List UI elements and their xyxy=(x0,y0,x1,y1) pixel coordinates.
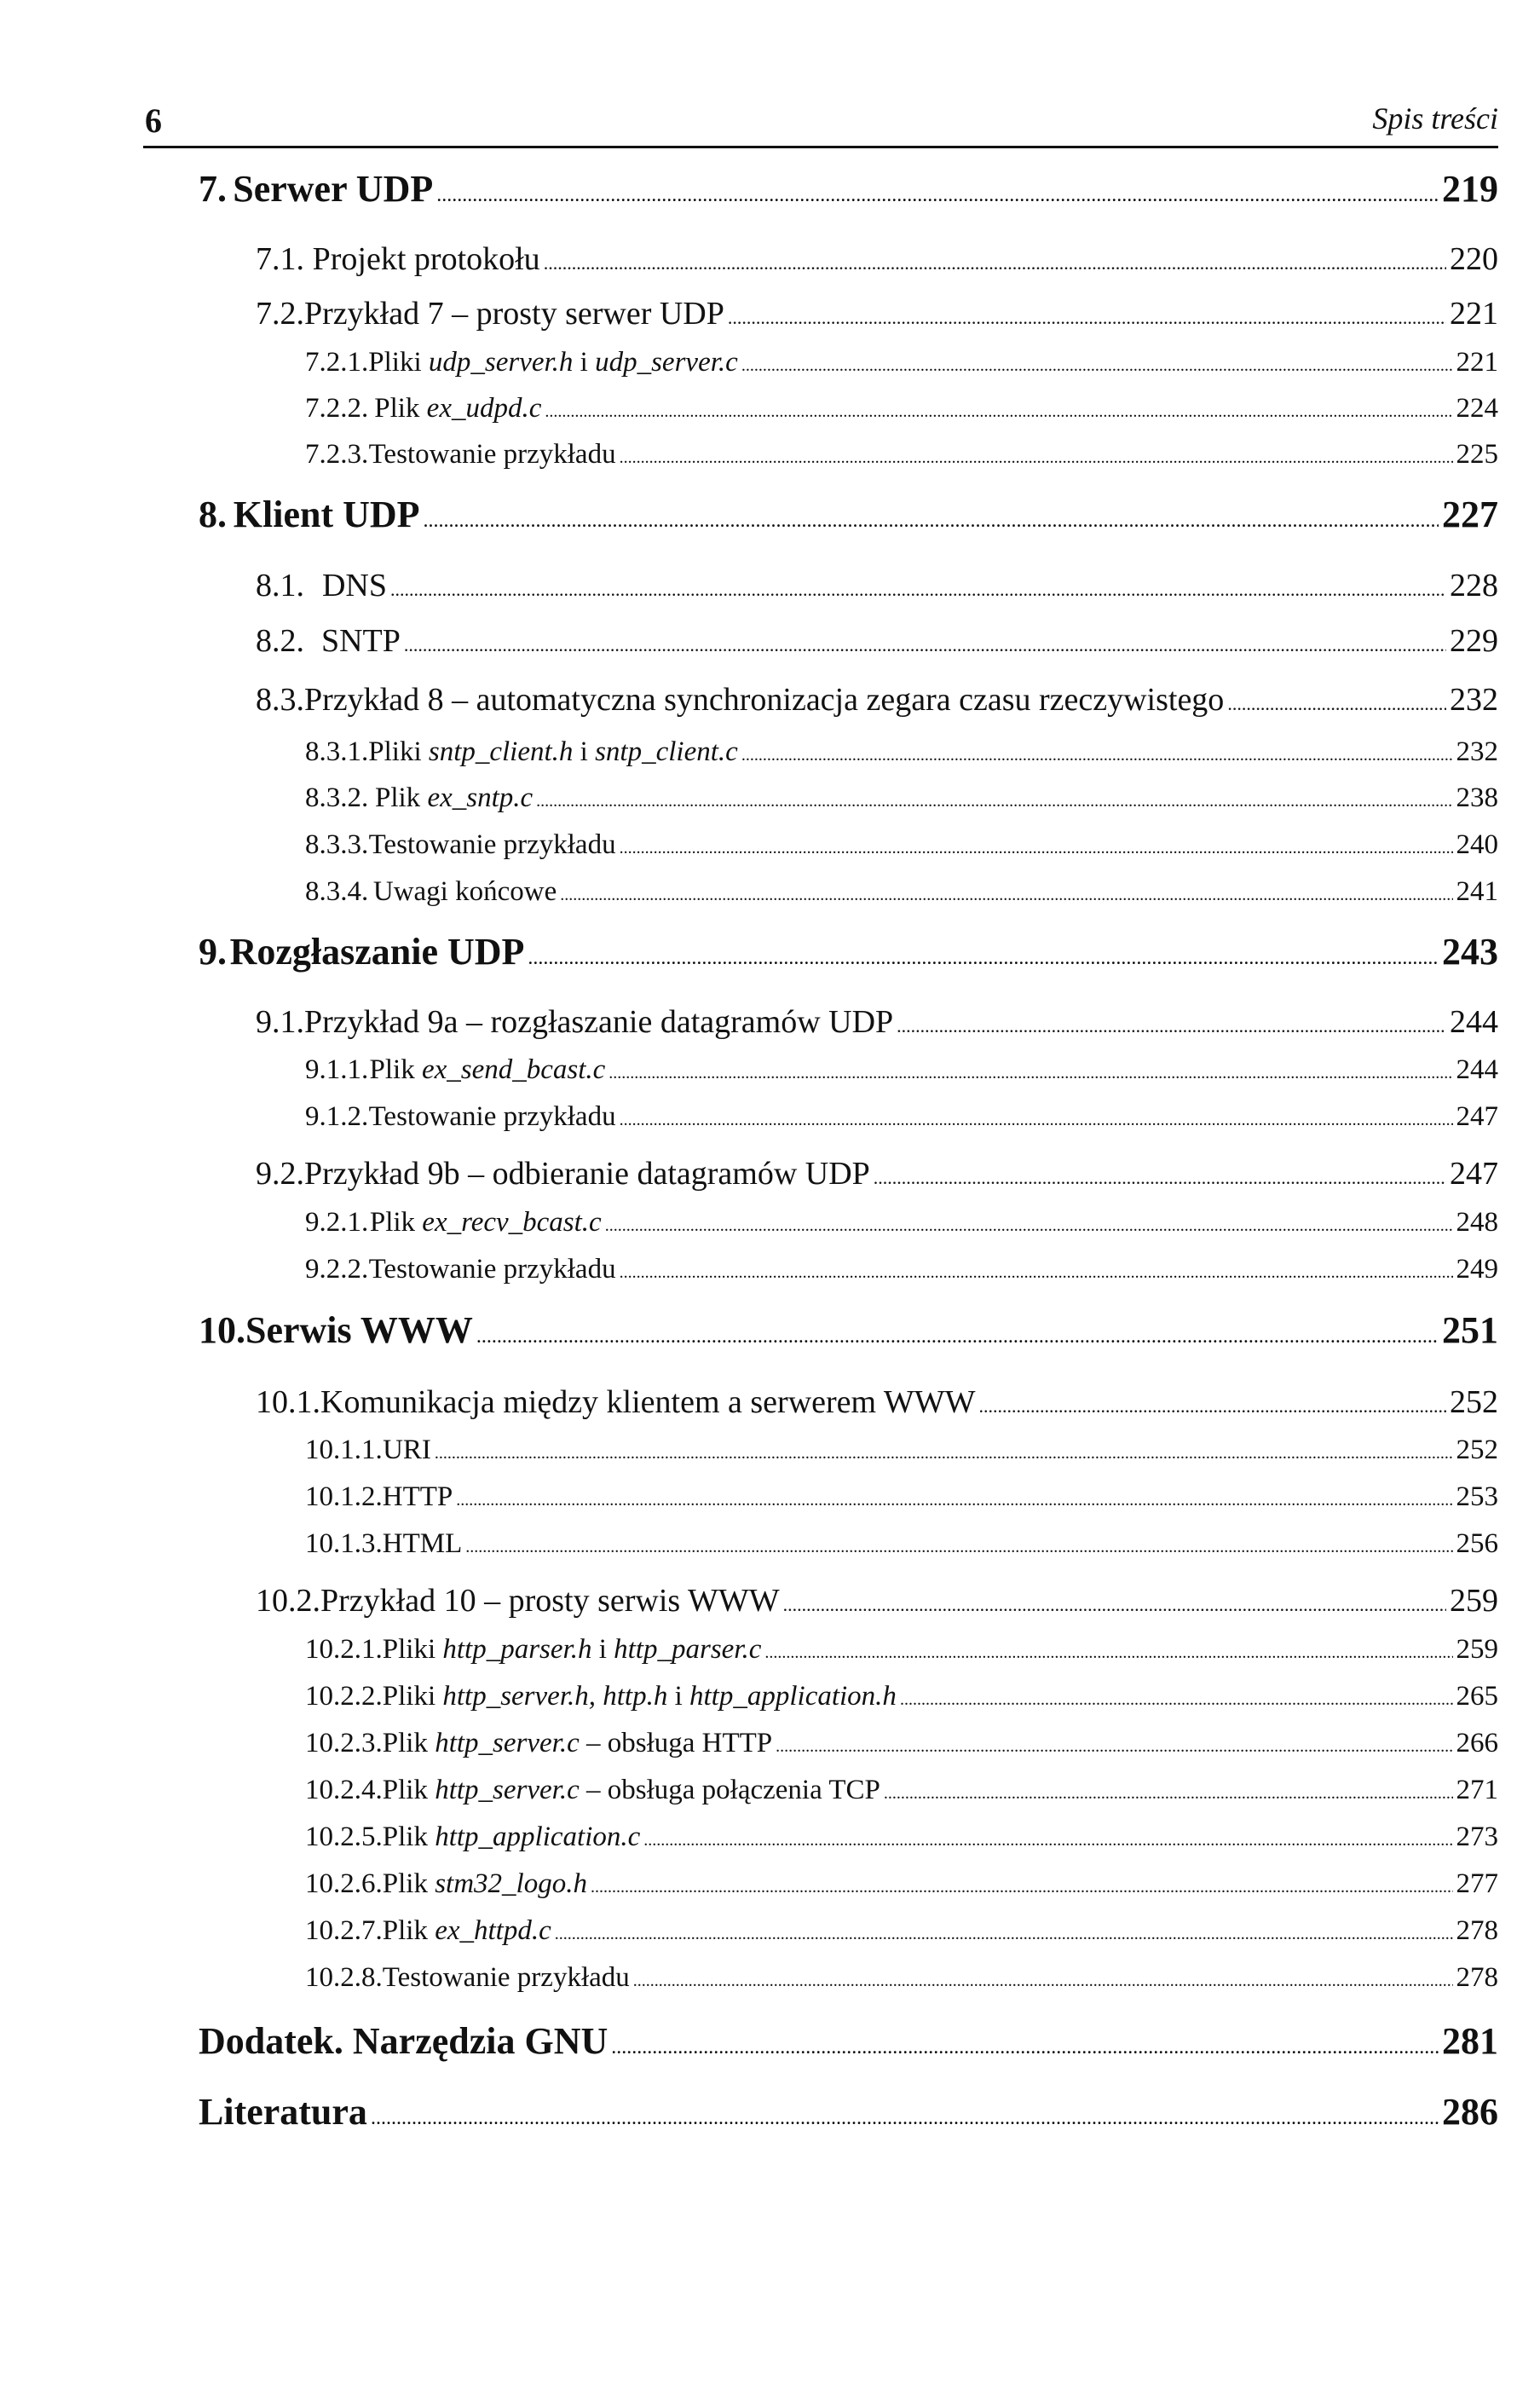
toc-entry xyxy=(305,782,1498,814)
toc-entry-title xyxy=(370,1054,606,1086)
toc-entry xyxy=(305,1634,1498,1666)
toc-entry xyxy=(305,1528,1498,1560)
toc-entry-page-number: 286 xyxy=(1442,2091,1498,2133)
dot-leader xyxy=(371,2107,1439,2130)
toc-entry xyxy=(199,930,1498,973)
toc-entry-page-number: 227 xyxy=(1442,494,1498,535)
toc-entry-number: 10.2.3. xyxy=(305,1728,383,1758)
toc-entry-filename: sntp_client.h xyxy=(428,736,574,767)
toc-entry xyxy=(305,1054,1498,1086)
toc-entry-page-number: 221 xyxy=(1450,296,1498,332)
toc-entry-title-text: Pliki xyxy=(382,1681,443,1712)
toc-entry-title: Testowanie przykładu xyxy=(368,1101,616,1132)
toc-entry-filename: http_parser.h xyxy=(442,1634,592,1665)
toc-entry-number: 7.2.1. xyxy=(305,347,369,378)
dot-leader xyxy=(545,402,1452,422)
toc-entry-number: 7.2.3. xyxy=(305,439,369,470)
toc-entry-title xyxy=(383,1915,551,1947)
toc-entry xyxy=(256,1383,1498,1421)
toc-entry-number: 9.1.1. xyxy=(305,1054,369,1085)
toc-entry-number: 8.3.3. xyxy=(305,829,369,860)
toc-entry-title: Przykład 9b – odbieranie datagramów UDP xyxy=(304,1156,870,1192)
toc-entry-title: Przykład 10 – prosty serwis WWW xyxy=(320,1583,780,1619)
toc-entry-number: 10.1.3. xyxy=(305,1528,383,1559)
toc-entry-page-number: 252 xyxy=(1450,1384,1498,1420)
toc-entry-number: 10.2.8. xyxy=(305,1962,383,1993)
toc-entry-title-text: Pliki xyxy=(368,736,429,767)
toc-entry-filename: http_server.c xyxy=(435,1775,580,1805)
toc-entry-number: 10.1.1. xyxy=(305,1435,383,1465)
toc-entry-title: Testowanie przykładu xyxy=(382,1962,630,1993)
toc-entry xyxy=(256,622,1498,660)
toc-entry-title: Dodatek. Narzędzia GNU xyxy=(199,2020,609,2062)
toc-entry-page-number: 249 xyxy=(1456,1254,1498,1285)
toc-entry-page-number: 251 xyxy=(1442,1309,1498,1351)
toc-entry xyxy=(199,167,1498,211)
toc-entry-page-number: 232 xyxy=(1450,682,1498,718)
toc-entry-page-number: 244 xyxy=(1450,1004,1498,1040)
toc-entry-filename: udp_server.c xyxy=(595,347,738,378)
toc-entry-number: 8.3.2. xyxy=(305,782,369,813)
dot-leader xyxy=(620,1263,1453,1283)
toc-entry-page-number: 278 xyxy=(1456,1915,1498,1946)
toc-entry-number: 8. xyxy=(199,494,227,535)
toc-entry-title: URI xyxy=(383,1435,431,1465)
toc-entry-title xyxy=(374,393,541,424)
toc-entry-number: 8.1. xyxy=(256,568,304,603)
toc-entry-number: 9.2. xyxy=(256,1156,304,1192)
toc-entry-title: Uwagi końcowe xyxy=(372,876,557,907)
toc-entry-number: 10.2.4. xyxy=(305,1775,383,1805)
toc-entry-title: Rozgłaszanie UDP xyxy=(229,931,525,973)
toc-entry-number: 9.2.1. xyxy=(305,1207,369,1238)
toc-entry xyxy=(256,681,1498,719)
toc-entry xyxy=(199,1308,1498,1352)
toc-entry-title xyxy=(383,1681,897,1712)
toc-entry-title-text: Pliki xyxy=(368,347,429,378)
toc-entry-page-number: 256 xyxy=(1456,1528,1498,1559)
toc-entry-number: 10.2.7. xyxy=(305,1915,383,1946)
dot-leader xyxy=(643,1831,1452,1851)
toc-entry-title-text: i xyxy=(573,736,596,767)
dot-leader xyxy=(783,1594,1446,1616)
toc-entry-title: Testowanie przykładu xyxy=(368,829,616,860)
toc-entry-title xyxy=(383,1728,772,1759)
toc-entry-number: 8.3. xyxy=(256,682,304,718)
toc-entry-title-text: i xyxy=(591,1634,614,1665)
page-header xyxy=(143,95,1498,147)
toc-entry xyxy=(305,829,1498,861)
toc-entry-filename: udp_server.h xyxy=(428,347,574,378)
toc-entry-page-number: 241 xyxy=(1456,876,1498,907)
toc-entry xyxy=(305,876,1498,908)
dot-leader xyxy=(741,356,1453,376)
toc-entry-title-text: Plik xyxy=(369,1054,422,1085)
toc-entry-page-number: 232 xyxy=(1456,736,1498,767)
toc-entry xyxy=(305,1775,1498,1806)
toc-entry-page-number: 228 xyxy=(1450,568,1498,603)
toc-entry-title xyxy=(368,736,738,768)
toc-entry-title: Przykład 8 – automatyczna synchronizacja zegara czasu rzeczywistego xyxy=(304,682,1225,718)
toc-entry-number: 10.1.2. xyxy=(305,1481,383,1512)
toc-entry-title xyxy=(375,782,533,814)
toc-entry xyxy=(256,1582,1498,1620)
dot-leader xyxy=(605,1216,1453,1236)
toc-entry-page-number: 271 xyxy=(1456,1775,1498,1805)
toc-entry xyxy=(305,1101,1498,1133)
toc-entry-filename: ex_send_bcast.c xyxy=(421,1054,606,1085)
toc-entry-number: 9.2.2. xyxy=(305,1254,369,1285)
toc-entry-title xyxy=(383,1775,880,1806)
dot-leader xyxy=(555,1925,1453,1944)
toc-entry-title: Projekt protokołu xyxy=(312,241,540,277)
toc-entry xyxy=(305,1728,1498,1759)
dot-leader xyxy=(435,1444,1453,1464)
toc-entry-title xyxy=(383,1634,762,1666)
toc-entry-page-number: 252 xyxy=(1456,1435,1498,1465)
toc-entry-page-number: 243 xyxy=(1442,931,1498,973)
toc-entry-title-text: Plik xyxy=(382,1915,435,1946)
toc-entry xyxy=(305,1435,1498,1466)
dot-leader xyxy=(633,1972,1453,1991)
toc-entry-page-number: 244 xyxy=(1456,1054,1498,1085)
toc-entry-number: 7.2. xyxy=(256,296,304,332)
toc-entry-page-number: 266 xyxy=(1456,1728,1498,1758)
toc-entry-title: DNS xyxy=(321,568,387,603)
toc-entry-title: Literatura xyxy=(199,2091,367,2133)
toc-entry xyxy=(305,347,1498,378)
toc-entry-title-text: Plik xyxy=(382,1868,435,1899)
toc-entry-title: Klient UDP xyxy=(233,494,420,535)
dot-leader xyxy=(591,1878,1453,1897)
toc-entry xyxy=(305,439,1498,471)
toc-entry-page-number: 240 xyxy=(1456,829,1498,860)
toc-entry-title-text: Pliki xyxy=(382,1634,443,1665)
toc-entry-number: 10. xyxy=(199,1309,245,1351)
toc-entry xyxy=(256,295,1498,332)
dot-leader xyxy=(874,1167,1446,1189)
toc-entry xyxy=(199,2019,1498,2063)
page-number: 6 xyxy=(145,101,162,140)
toc-entry xyxy=(256,1155,1498,1192)
dot-leader xyxy=(620,448,1453,468)
toc-entry-filename: ex_udpd.c xyxy=(426,393,542,424)
toc-entry-number: 10.1. xyxy=(256,1384,320,1420)
toc-entry-page-number: 273 xyxy=(1456,1822,1498,1852)
toc-entry-filename: ex_sntp.c xyxy=(427,782,534,813)
dot-leader xyxy=(465,1538,1452,1557)
toc-entry-title: HTTP xyxy=(382,1481,453,1512)
toc-entry-page-number: 278 xyxy=(1456,1962,1498,1993)
toc-entry-filename: ex_recv_bcast.c xyxy=(422,1207,602,1238)
toc-entry-title-text: Plik xyxy=(369,1207,423,1238)
dot-leader xyxy=(476,1325,1439,1348)
toc-entry-number: 9.1.2. xyxy=(305,1101,369,1132)
dot-leader xyxy=(536,792,1452,811)
toc-entry-title: Testowanie przykładu xyxy=(368,439,616,470)
toc-entry-title-text: Plik xyxy=(382,1822,435,1852)
toc-entry-title-text: Plik xyxy=(382,1728,435,1758)
toc-entry-title: Przykład 7 – prosty serwer UDP xyxy=(304,296,724,332)
toc-entry-page-number: 219 xyxy=(1442,168,1498,210)
toc-entry-number: 10.2.2. xyxy=(305,1681,383,1712)
toc-entry-title: HTML xyxy=(382,1528,463,1559)
toc-entry-number: 10.2.6. xyxy=(305,1868,383,1899)
dot-leader xyxy=(897,1015,1446,1037)
dot-leader xyxy=(560,886,1452,905)
toc-entry-number: 9. xyxy=(199,931,227,973)
toc-entry-title: Serwis WWW xyxy=(245,1309,473,1351)
toc-entry-title xyxy=(383,1822,641,1853)
dot-leader xyxy=(728,307,1446,329)
dot-leader xyxy=(1227,693,1446,715)
dot-leader xyxy=(884,1784,1453,1804)
toc-entry-page-number: 265 xyxy=(1456,1681,1498,1712)
toc-entry-page-number: 221 xyxy=(1456,347,1498,378)
toc-entry-page-number: 225 xyxy=(1456,439,1498,470)
toc-entry xyxy=(305,736,1498,768)
toc-entry xyxy=(305,1207,1498,1239)
toc-entry-page-number: 247 xyxy=(1456,1101,1498,1132)
toc-entry xyxy=(305,393,1498,424)
toc-entry-filename: http_application.c xyxy=(435,1822,641,1852)
dot-leader xyxy=(741,746,1453,765)
dot-leader xyxy=(528,947,1439,970)
toc-entry-title-text: Plik xyxy=(374,393,427,424)
toc-entry-page-number: 224 xyxy=(1456,393,1498,424)
toc-entry-page-number: 229 xyxy=(1450,623,1498,659)
toc-entry xyxy=(256,240,1498,278)
toc-entry-title-text: – obsługa połączenia TCP xyxy=(579,1775,880,1805)
running-title: Spis treści xyxy=(1372,101,1498,136)
toc-entry-title: Przykład 9a – rozgłaszanie datagramów UDP xyxy=(304,1004,894,1040)
dot-leader xyxy=(456,1491,1452,1510)
toc-entry-title-text: i xyxy=(667,1681,690,1712)
dot-leader xyxy=(404,634,1446,656)
toc-entry xyxy=(199,493,1498,536)
toc-entry xyxy=(305,1481,1498,1513)
toc-entry xyxy=(305,1254,1498,1285)
toc-entry-filename: stm32_logo.h xyxy=(435,1868,587,1899)
toc-entry xyxy=(305,1868,1498,1900)
toc-entry-title-text: – obsługa HTTP xyxy=(579,1728,773,1758)
toc-entry-page-number: 248 xyxy=(1456,1207,1498,1238)
dot-leader xyxy=(609,1064,1452,1083)
toc-entry-number: 10.2.5. xyxy=(305,1822,383,1852)
toc-entry-page-number: 220 xyxy=(1450,241,1498,277)
dot-leader xyxy=(979,1395,1447,1418)
toc-entry-page-number: 281 xyxy=(1442,2020,1498,2062)
dot-leader xyxy=(544,252,1446,274)
toc-entry-title: Serwer UDP xyxy=(233,168,434,210)
toc-entry-title: Komunikacja między klientem a serwerem WWW xyxy=(320,1384,976,1420)
toc-entry-number: 10.2.1. xyxy=(305,1634,383,1665)
toc-entry-filename: http_parser.c xyxy=(614,1634,762,1665)
dot-leader xyxy=(620,1111,1453,1130)
toc-entry xyxy=(305,1962,1498,1994)
toc-entry-title-text: Plik xyxy=(374,782,428,813)
toc-entry-number: 8.3.4. xyxy=(305,876,369,907)
dot-leader xyxy=(390,579,1446,601)
toc-entry-filename: sntp_client.c xyxy=(595,736,738,767)
toc-entry-filename: ex_httpd.c xyxy=(435,1915,551,1946)
dot-leader xyxy=(900,1690,1453,1710)
toc-entry-title xyxy=(368,347,738,378)
toc-entry xyxy=(305,1822,1498,1853)
toc-entry xyxy=(305,1915,1498,1947)
toc-entry xyxy=(305,1681,1498,1712)
toc-entry-filename: http_application.h xyxy=(689,1681,897,1712)
dot-leader xyxy=(776,1737,1452,1757)
toc-entry xyxy=(256,567,1498,604)
toc-entry-number: 10.2. xyxy=(256,1583,320,1619)
toc-entry xyxy=(256,1003,1498,1041)
toc-entry-number: 8.2. xyxy=(256,623,304,659)
toc-entry-number: 7.1. xyxy=(256,241,304,277)
toc-entry-page-number: 277 xyxy=(1456,1868,1498,1899)
toc-entry-page-number: 253 xyxy=(1456,1481,1498,1512)
toc-entry-title-text: i xyxy=(573,347,596,378)
toc-entry-page-number: 238 xyxy=(1456,782,1498,813)
toc-entry-filename: http_server.h, http.h xyxy=(442,1681,668,1712)
toc-entry-page-number: 259 xyxy=(1450,1583,1498,1619)
dot-leader xyxy=(611,2036,1439,2059)
dot-leader xyxy=(436,184,1439,207)
header-rule xyxy=(143,146,1498,148)
dot-leader xyxy=(620,839,1453,858)
dot-leader xyxy=(764,1643,1452,1663)
dot-leader xyxy=(424,510,1439,533)
toc-entry-filename: http_server.c xyxy=(435,1728,580,1758)
toc-entry-number: 9.1. xyxy=(256,1004,304,1040)
toc-entry-title xyxy=(370,1207,602,1239)
toc-entry-title: Testowanie przykładu xyxy=(368,1254,616,1285)
toc-entry-page-number: 259 xyxy=(1456,1634,1498,1665)
toc-entry xyxy=(199,2090,1498,2134)
toc-entry-number: 8.3.1. xyxy=(305,736,369,767)
toc-entry-number: 7.2.2. xyxy=(305,393,369,424)
toc-entry-title-text: Plik xyxy=(382,1775,435,1805)
toc-entry-number: 7. xyxy=(199,168,227,210)
toc-entry-title xyxy=(383,1868,587,1900)
toc-entry-page-number: 247 xyxy=(1450,1156,1498,1192)
toc-entry-title: SNTP xyxy=(320,623,401,659)
